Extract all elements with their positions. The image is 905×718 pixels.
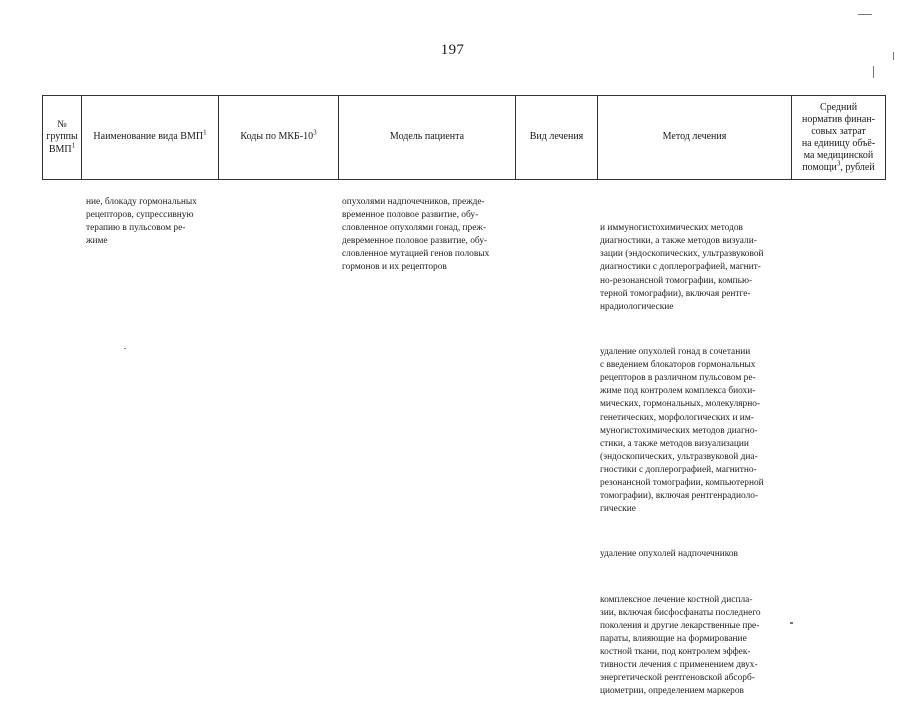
scan-speck xyxy=(124,348,126,349)
header-type-name-label: Наименование вида ВМП xyxy=(93,131,204,143)
header-average-cost xyxy=(792,96,886,180)
treatment-method-block: и иммуногистохимических методов диагностики, а также методов визуали- зации (эндоскопических, ультразвуковой диагностики с доплерографией, магнит- но-резонансной томографии, компью- терной томографии), включая рентге- нрадиологические xyxy=(600,223,764,312)
footnote-mark: 3 xyxy=(313,128,317,137)
header-type-name xyxy=(82,96,219,180)
scan-speck xyxy=(858,14,872,15)
treatment-method-cell xyxy=(600,196,764,718)
patient-model-cell: опухолями надпочечников, прежде- временное половое развитие, обу- словленное опухолями гонад, преж- девременное половое развитие, обу- словленное мутацией генов половых гормонов и их рецепторов xyxy=(342,197,490,273)
footnote-mark: 3 xyxy=(836,159,841,168)
header-treatment-type xyxy=(516,96,598,180)
scan-speck xyxy=(873,66,874,78)
page-number: 197 xyxy=(440,42,465,58)
header-group-number-label: № группы ВМП xyxy=(46,118,78,155)
treatment-method-block: комплексное лечение костной диспла- зии, включая бисфосфанаты последнего поколения и другие лекарственные пре- параты, влияющие на формирование костной ткани, под контролем эффек- тивности лечения с применением двух- энергетической рентгеновской абсорб- циометрии, определением маркеров xyxy=(600,594,761,697)
header-average-cost-label: Средний норматив финан- совых затрат на единицу объё- ма медицинской помощи xyxy=(801,101,876,173)
header-treatment-method-label: Метод лечения xyxy=(662,131,727,143)
footnote-mark: 1 xyxy=(71,141,76,150)
scan-speck xyxy=(790,622,793,624)
type-name-cell: ние, блокаду гормональных рецепторов, супрессивную терапию в пульсовом ре- жиме xyxy=(86,197,197,247)
header-row xyxy=(43,96,886,180)
treatment-method-block: удаление опухолей надпочечников xyxy=(600,549,738,560)
scan-speck xyxy=(893,52,894,60)
treatment-method-block: удаление опухолей гонад в сочетании с введением блокаторов гормональных рецепторов в различном пульсовом ре- жиме под контролем комплекса биохи- мических, гормональных, молекулярно- генетических, морфологических и им- муногистохимических методов диагно- стики, а также методов визуализации (эндоскопических, ультразвуковой диа- гностики с доплерографией, магнитно- резонансной томографии, компьютерной томографии), включая рентгенрадиоло- гические xyxy=(600,347,764,515)
footnote-mark: 1 xyxy=(203,128,207,137)
header-icd-codes-label: Коды по МКБ-10 xyxy=(240,131,314,143)
header-patient-model xyxy=(339,96,516,180)
header-patient-model-label: Модель пациента xyxy=(389,131,465,143)
header-treatment-method xyxy=(598,96,792,180)
header-table xyxy=(42,95,886,180)
header-average-cost-unit: , рублей xyxy=(840,161,875,173)
header-icd-codes xyxy=(219,96,339,180)
header-treatment-type-label: Вид лечения xyxy=(529,131,584,143)
header-group-number xyxy=(43,96,82,180)
